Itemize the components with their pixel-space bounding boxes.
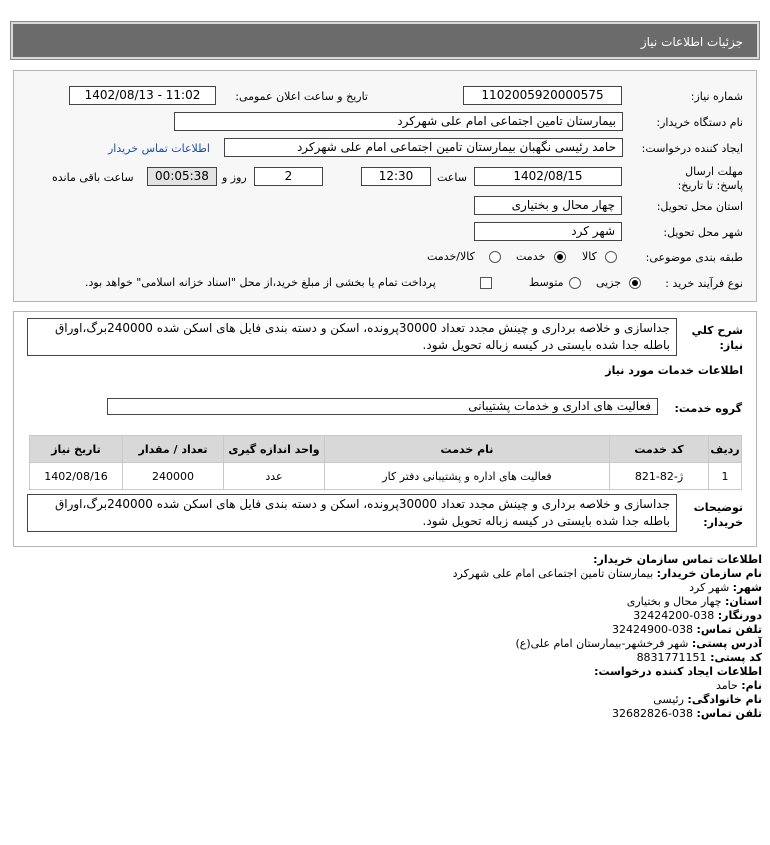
process-option-minor: جزیی xyxy=(596,276,622,289)
contact-fax-value: 038-32424200 xyxy=(633,609,715,622)
col-qty-header: تعداد / مقدار xyxy=(123,436,224,463)
contact-province-label: استان: xyxy=(725,595,762,608)
need-number-field: 1102005920000575 xyxy=(463,86,622,105)
remaining-time-field: 00:05:38 xyxy=(147,167,217,186)
contact-province-value: چهار محال و بختیاری xyxy=(626,595,722,608)
creator-last-name-value: رئیسی xyxy=(653,693,684,706)
announce-date-label: تاریخ و ساعت اعلان عمومی: xyxy=(235,90,368,103)
province-label: استان محل تحویل: xyxy=(656,200,743,213)
col-date-header: تاریخ نیاز xyxy=(30,436,123,463)
services-heading: اطلاعات خدمات مورد نیاز xyxy=(605,364,743,377)
treasury-payment-checkbox[interactable] xyxy=(480,277,492,289)
contact-phone-value: 038-32424900 xyxy=(612,623,694,636)
row-date: 1402/08/16 xyxy=(30,463,123,490)
process-radio-minor[interactable] xyxy=(629,277,641,289)
category-radio-service[interactable] xyxy=(554,251,566,263)
col-code-header: کد خدمت xyxy=(610,436,709,463)
creator-first-name-label: نام: xyxy=(741,679,762,692)
category-label: طبقه بندی موضوعی: xyxy=(645,251,743,264)
contact-postal-label: کد پستی: xyxy=(710,651,762,664)
buyer-org-label: نام دستگاه خریدار: xyxy=(656,116,743,129)
contact-city-value: شهر کرد xyxy=(689,581,730,594)
contact-org-value: بیمارستان تامین اجتماعی امام علی شهرکرد xyxy=(452,567,654,580)
deadline-label: مهلت ارسال پاسخ: تا تاریخ: xyxy=(677,165,743,192)
buyer-notes-box xyxy=(27,494,677,532)
contact-fax-label: دورنگار: xyxy=(717,609,762,622)
col-index-header: ردیف xyxy=(709,436,742,463)
province-field: چهار محال و بختیاری xyxy=(474,196,622,215)
category-option-goods: کالا xyxy=(582,250,597,263)
summary-text-line-1: جداسازی و خلاصه برداری و چینش مجدد تعداد 30000پرونده، اسکن و دسته بندی فایل های اسکن شده 240000برگ،اوراق xyxy=(54,321,670,335)
process-option-medium: متوسط xyxy=(529,276,564,289)
row-unit: عدد xyxy=(224,463,325,490)
page-title-bar xyxy=(11,22,759,59)
services-table-header xyxy=(30,436,742,463)
contact-phone-label: تلفن تماس: xyxy=(696,623,762,636)
service-group-field: فعالیت های اداری و خدمات پشتیبانی xyxy=(107,398,658,415)
buyer-notes-line-1: جداسازی و خلاصه برداری و چینش مجدد تعداد 30000پرونده، اسکن و دسته بندی فایل های اسکن شده 240000برگ،اوراق xyxy=(54,497,670,511)
days-remaining-field: 2 xyxy=(254,167,323,186)
row-code: ژ-82-821 xyxy=(610,463,709,490)
creator-field: حامد رئیسی نگهبان بیمارستان تامین اجتماعی امام علی شهرکرد xyxy=(224,138,623,157)
services-table xyxy=(29,435,742,490)
announce-date-field: 1402/08/13 - 11:02 xyxy=(69,86,216,105)
creator-info-heading: اطلاعات ایجاد کننده درخواست: xyxy=(594,665,762,678)
row-qty: 240000 xyxy=(123,463,224,490)
category-radio-goods[interactable] xyxy=(605,251,617,263)
contact-postal-value: 8831771151 xyxy=(636,651,707,664)
row-index: 1 xyxy=(709,463,742,490)
col-name-header: نام خدمت xyxy=(325,436,610,463)
treasury-payment-note: پرداخت تمام یا بخشی از مبلغ خرید،از محل "اسناد خزانه اسلامی" خواهد بود. xyxy=(85,276,436,289)
creator-last-name-line xyxy=(653,693,762,706)
creator-phone-line xyxy=(612,707,762,720)
process-radio-medium[interactable] xyxy=(569,277,581,289)
buyer-org-field: بیمارستان تامین اجتماعی امام علی شهرکرد xyxy=(174,112,623,131)
need-number-label: شماره نیاز: xyxy=(690,90,743,103)
creator-phone-value: 038-32682826 xyxy=(612,707,694,720)
city-field: شهر کرد xyxy=(474,222,622,241)
creator-first-name-value: حامد xyxy=(715,679,738,692)
table-row xyxy=(30,463,742,490)
contact-phone-line xyxy=(612,623,762,636)
deadline-date-field: 1402/08/15 xyxy=(474,167,622,186)
summary-label: شرح کلي نياز: xyxy=(691,324,743,352)
buyer-notes-label: توضیحات خریدار: xyxy=(693,501,743,529)
contact-fax-line xyxy=(633,609,762,622)
days-label: روز و xyxy=(222,171,247,184)
contact-address-line xyxy=(515,637,762,650)
summary-text-line-2: باطله جدا شده بایستی در کیسه زباله تحویل شود. xyxy=(422,338,670,352)
creator-label: ایجاد کننده درخواست: xyxy=(641,142,743,155)
buyer-contact-link[interactable]: اطلاعات تماس خریدار xyxy=(108,142,210,155)
category-radio-goods-service[interactable] xyxy=(489,251,501,263)
row-name: فعالیت های اداره و پشتیبانی دفتر کار xyxy=(325,463,610,490)
remaining-time-label: ساعت باقی مانده xyxy=(52,171,134,184)
city-label: شهر محل تحویل: xyxy=(663,226,743,239)
buyer-notes-line-2: باطله جدا شده بایستی در کیسه زباله تحویل شود. xyxy=(422,514,670,528)
contact-heading: اطلاعات تماس سازمان خریدار: xyxy=(593,553,762,566)
col-unit-header: واحد اندازه گیری xyxy=(224,436,325,463)
summary-text-box xyxy=(27,318,677,356)
contact-city-line xyxy=(689,581,762,594)
creator-last-name-label: نام خانوادگی: xyxy=(687,693,762,706)
creator-first-name-line xyxy=(716,679,762,692)
page-title: جزئیات اطلاعات نیاز xyxy=(640,35,743,49)
contact-org-label: نام سازمان خریدار: xyxy=(656,567,762,580)
deadline-time-label: ساعت xyxy=(437,171,467,184)
category-option-goods-service: کالا/خدمت xyxy=(427,250,475,263)
contact-address-value: شهر فرخشهر-بیمارستان امام علی(ع) xyxy=(515,637,689,650)
creator-phone-label: تلفن تماس: xyxy=(696,707,762,720)
contact-address-label: آدرس پستی: xyxy=(691,637,762,650)
contact-city-label: شهر: xyxy=(732,581,762,594)
contact-org-line xyxy=(453,567,762,580)
process-label: نوع فرآیند خرید : xyxy=(665,277,743,290)
contact-province-line xyxy=(627,595,762,608)
deadline-time-field: 12:30 xyxy=(361,167,431,186)
service-group-label: گروه خدمت: xyxy=(674,402,742,415)
category-option-service: خدمت xyxy=(516,250,546,263)
contact-postal-line xyxy=(637,651,762,664)
